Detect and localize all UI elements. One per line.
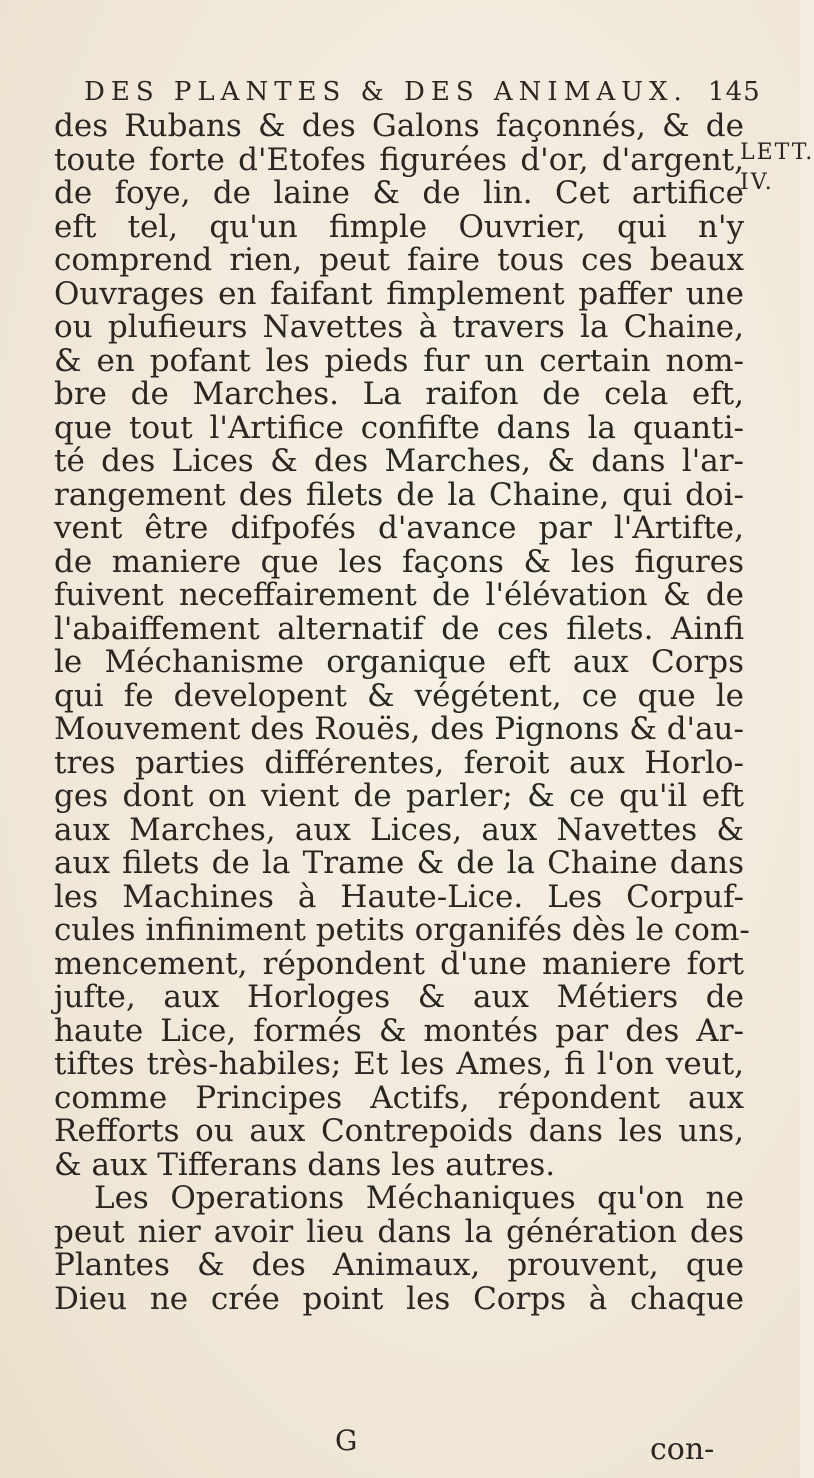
text-line: qui fe developent & végétent, ce que le: [54, 677, 744, 714]
text-line: tres parties différentes, feroit aux Horlo-: [54, 744, 744, 781]
text-line: comme Principes Actifs, répondent aux: [54, 1079, 744, 1116]
signature-mark: G: [335, 1424, 358, 1457]
margin-note: [740, 138, 814, 198]
text-line: haute Lice, formés & montés par des Ar-: [54, 1012, 744, 1049]
text-line: de foye, de laine & de lin. Cet artifice: [54, 175, 744, 211]
text-line: Les Operations Méchaniques qu'on ne: [94, 1180, 744, 1216]
text-line: les Machines à Haute-Lice. Les Corpuf-: [54, 878, 744, 915]
text-line: ges dont on vient de parler; & ce qu'il eft: [54, 778, 744, 814]
text-line: peut nier avoir lieu dans la génération des: [54, 1213, 744, 1250]
text-line: Dieu ne crée point les Corps à chaque: [54, 1280, 744, 1317]
text-line: cules infiniment petits organifés dès le com-: [54, 912, 750, 948]
text-line: eft tel, qu'un fimple Ouvrier, qui n'y: [54, 208, 744, 245]
text-line: des Rubans & des Galons façonnés, & de: [54, 108, 744, 144]
text-line: bre de Marches. La raifon de cela eft,: [54, 376, 744, 412]
margin-note-number: IV.: [740, 170, 774, 195]
text-line: le Méchanisme organique eft aux Corps: [54, 644, 744, 680]
text-line: l'abaiffement alternatif de ces filets. Ainfi: [54, 610, 744, 647]
text-line: aux filets de la Trame & de la Chaine dans: [54, 845, 744, 881]
text-line: Plantes & des Animaux, prouvent, que: [54, 1247, 744, 1283]
page-number: 145: [708, 77, 761, 107]
text-line: toute forte d'Etofes figurées d'or, d'argent,: [54, 141, 744, 178]
text-line: ou plufieurs Navettes à travers la Chaine,: [54, 309, 744, 345]
text-line: Mouvement des Rouës, des Pignons & d'au-: [54, 711, 744, 747]
text-line: jufte, aux Horloges & aux Métiers de: [54, 979, 744, 1015]
text-line: Refforts ou aux Contrepoids dans les uns,: [54, 1113, 744, 1149]
text-line: & en pofant les pieds fur un certain nom-: [54, 342, 744, 379]
text-line: tiftes très-habiles; Et les Ames, fi l'on veut,: [54, 1046, 744, 1082]
body-text: [54, 108, 750, 1317]
running-header: [84, 74, 774, 110]
text-line: & aux Tifferans dans les autres.: [54, 1146, 556, 1183]
running-title: DES PLANTES & DES ANIMAUX.: [84, 77, 688, 107]
text-line: vent être difpofés d'avance par l'Artifte,: [54, 510, 744, 546]
text-line: Ouvrages en faifant fimplement paffer une: [54, 275, 744, 312]
text-line: té des Lices & des Marches, & dans l'ar-: [54, 443, 744, 479]
margin-note-letter: LETT.: [740, 140, 814, 165]
text-line: rangement des filets de la Chaine, qui doi-: [54, 476, 744, 513]
text-line: de maniere que les façons & les figures: [54, 543, 744, 580]
text-line: comprend rien, peut faire tous ces beaux: [54, 242, 744, 278]
text-line: mencement, répondent d'une maniere fort: [54, 945, 744, 982]
text-line: fuivent neceffairement de l'élévation & de: [54, 577, 744, 613]
catchword: con-: [650, 1432, 715, 1467]
text-line: aux Marches, aux Lices, aux Navettes &: [54, 811, 744, 848]
text-line: que tout l'Artifice confifte dans la quanti-: [54, 409, 744, 446]
